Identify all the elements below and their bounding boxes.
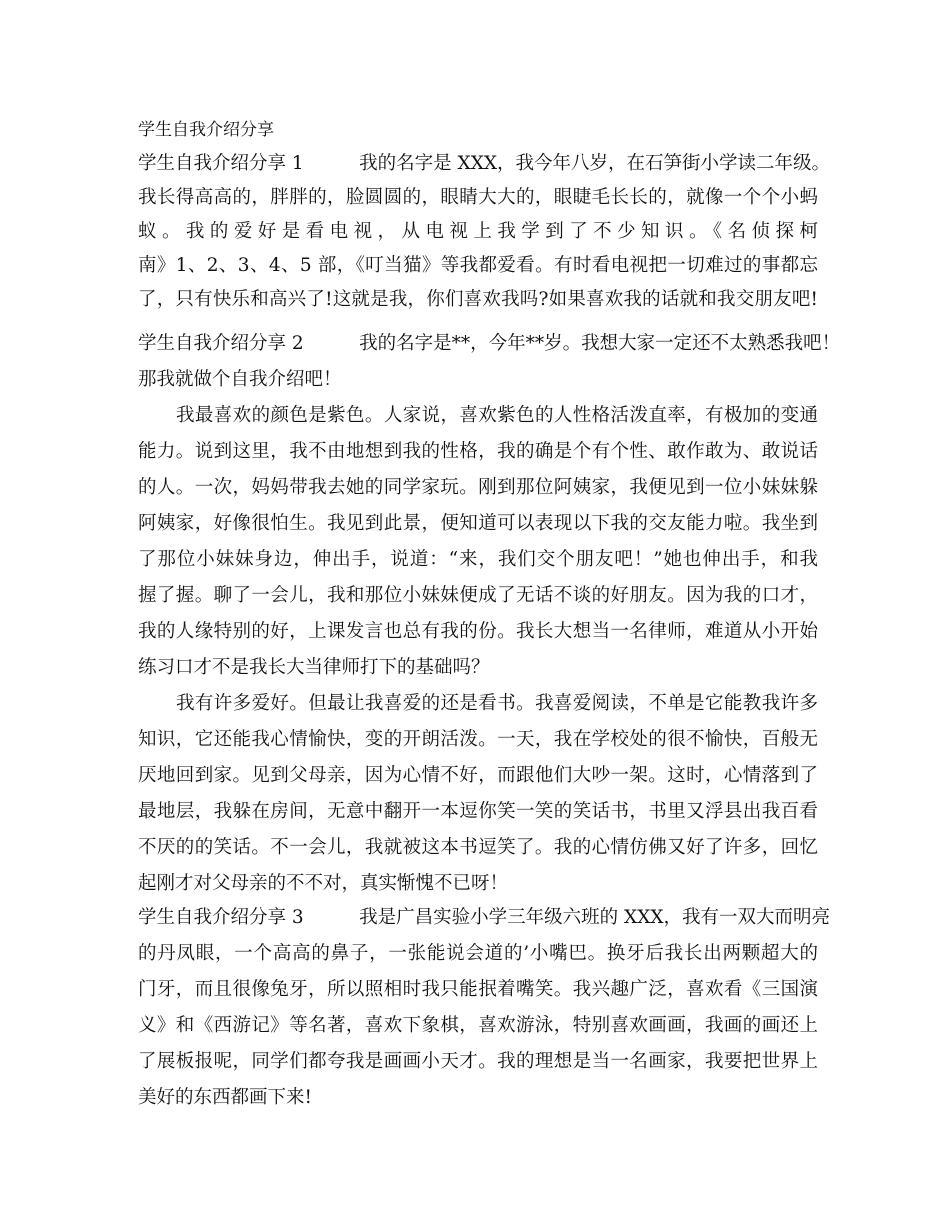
text-line: 美好的东西都画下来!	[138, 1087, 312, 1108]
text-line: 了，只有快乐和高兴了!这就是我，你们喜欢我吗?如果喜欢我的话就和我交朋友吧!	[138, 289, 818, 310]
text-line: 我的人缘特别的好，上课发言也总有我的份。我长大想当一名律师，难道从小开始	[138, 621, 818, 642]
text-line: 不厌的的笑话。不一会儿，我就被这本书逗笑了。我的心情仿佛又好了许多，回忆	[138, 837, 818, 858]
text-line: 蚁。我的爱好是看电视，从电视上我学到了不少知识。《名侦探柯	[138, 221, 818, 242]
text-line: 南》1、2、3、4、5 部，《叮当猫》等我都爱看。有时看电视把一切难过的事都忘	[138, 255, 818, 276]
text-line: 学生自我介绍分享 2 我的名字是**，今年**岁。我想大家一定还不太熟悉我吧！	[138, 333, 841, 354]
text-line: 学生自我介绍分享 1 我的名字是 XXX，我今年八岁，在石笋街小学读二年级。	[138, 153, 831, 174]
text-line: 握了握。聊了一会儿，我和那位小妹妹便成了无话不谈的好朋友。因为我的口才，	[138, 585, 818, 606]
text-line: 能力。说到这里，我不由地想到我的性格，我的确是个有个性、敢作敢为、敢说话	[138, 441, 818, 462]
text-line: 的丹凤眼，一个高高的鼻子，一张能说会道的’小嘴巴。换牙后我长出两颗超大的	[138, 943, 818, 964]
text-line: 的人。一次，妈妈带我去她的同学家玩。刚到那位阿姨家，我便见到一位小妹妹躲	[138, 477, 818, 498]
text-line: 那我就做个自我介绍吧！	[138, 369, 342, 390]
text-line: 厌地回到家。见到父母亲，因为心情不好，而跟他们大吵一架。这时，心情落到了	[138, 765, 818, 786]
text-line: 知识，它还能我心情愉快，变的开朗活泼。一天，我在学校处的很不愉快，百般无	[138, 729, 818, 750]
paragraph-first-line: 我最喜欢的颜色是紫色。人家说，喜欢紫色的人性格活泼直率，有极加的变通	[176, 405, 818, 426]
text-line: 门牙，而且很像兔牙，所以照相时我只能抿着嘴笑。我兴趣广泛，喜欢看《三国演	[138, 979, 818, 1000]
text-line: 了那位小妹妹身边，伸出手，说道：“来，我们交个朋友吧！”她也伸出手，和我	[138, 549, 818, 570]
text-line: 练习口才不是我长大当律师打下的基础吗？	[138, 657, 490, 678]
paragraph-first-line: 我有许多爱好。但最让我喜爱的还是看书。我喜爱阅读，不单是它能教我许多	[176, 693, 818, 714]
text-line: 我长得高高的，胖胖的，脸圆圆的，眼睛大大的，眼睫毛长长的，就像一个个小蚂	[138, 187, 818, 208]
text-line: 义》和《西游记》等名著，喜欢下象棋，喜欢游泳，特别喜欢画画，我画的画还上	[138, 1015, 818, 1036]
document-title: 学生自我介绍分享	[138, 120, 274, 140]
text-line: 最地层，我躲在房间，无意中翻开一本逗你笑一笑的笑话书，书里又浮县出我百看	[138, 801, 818, 822]
text-line: 起刚才对父母亲的不不对，真实惭愧不已呀！	[138, 873, 509, 894]
text-line: 了展板报呢，同学们都夸我是画画小天才。我的理想是当一名画家，我要把世界上	[138, 1051, 818, 1072]
text-line: 阿姨家，好像很怕生。我见到此景，便知道可以表现以下我的交友能力啦。我坐到	[138, 513, 818, 534]
text-line: 学生自我介绍分享 3 我是广昌实验小学三年级六班的 XXX，我有一双大而明亮	[138, 907, 831, 928]
